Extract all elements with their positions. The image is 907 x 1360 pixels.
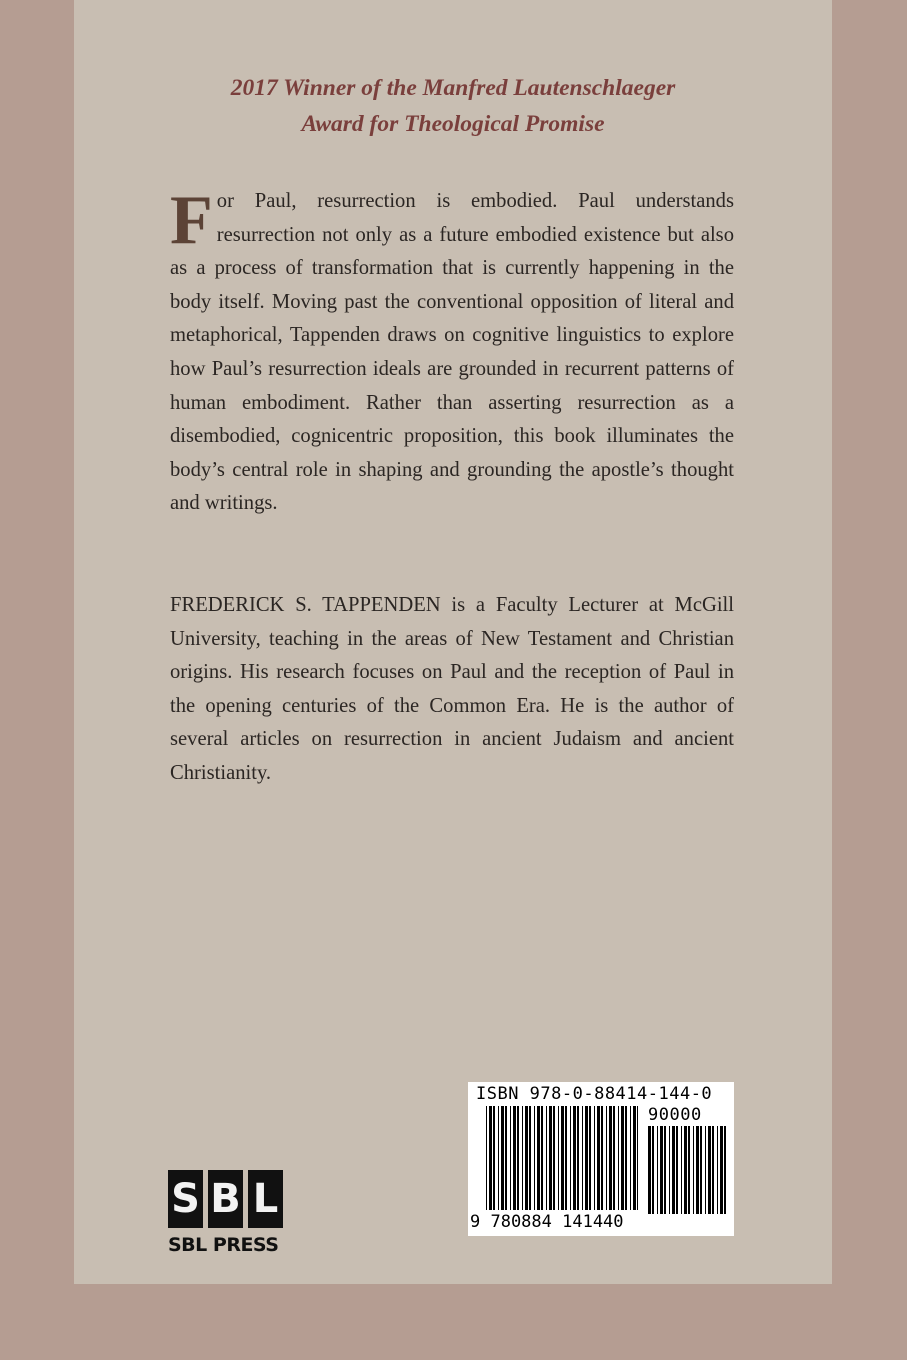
barcode-bar bbox=[648, 1126, 651, 1214]
barcode-bar bbox=[652, 1126, 654, 1214]
sbl-press-logo bbox=[168, 1170, 284, 1260]
isbn-number: ISBN 978-0-88414-144-0 bbox=[476, 1084, 713, 1104]
barcode-bar bbox=[720, 1126, 723, 1214]
barcode-bar bbox=[664, 1126, 666, 1214]
barcode-bar bbox=[577, 1106, 579, 1210]
barcode-bar bbox=[546, 1106, 547, 1210]
barcode-bar bbox=[522, 1106, 523, 1210]
barcode-bar bbox=[558, 1106, 559, 1210]
barcode-bar bbox=[657, 1126, 658, 1214]
book-description-text: or Paul, resurrection is embodied. Paul understands resurrection not only as a future embodied existence but also as a process of transformation that is currently happening in the body itself. Moving past the conventional opposition of literal and metaphorical, Tappenden draws on cognitive linguistics to explore how Paul’s resurrection ideals are grounded in recurrent patterns of human embodiment. Rather than asserting resurrection as a disembodied, cognicentric proposition, this book illuminates the body’s central role in shaping and grounding the apostle’s thought and writings. bbox=[170, 190, 734, 515]
barcode-bar bbox=[684, 1126, 687, 1214]
logo-letter-b: B bbox=[208, 1170, 243, 1228]
barcode-bar bbox=[633, 1106, 636, 1210]
barcode-bar bbox=[625, 1106, 627, 1210]
barcode-bar bbox=[498, 1106, 499, 1210]
barcode-bar bbox=[606, 1106, 607, 1210]
barcode-bar bbox=[525, 1106, 528, 1210]
barcode-bar bbox=[676, 1126, 678, 1214]
barcode-bar bbox=[510, 1106, 511, 1210]
barcode-bar bbox=[529, 1106, 531, 1210]
barcode-bar bbox=[618, 1106, 619, 1210]
barcode-bar bbox=[493, 1106, 495, 1210]
award-line-1: 2017 Winner of the Manfred Lautenschlaeger bbox=[230, 75, 676, 101]
barcode-bar bbox=[594, 1106, 595, 1210]
barcode-bar bbox=[693, 1126, 694, 1214]
barcode-bar bbox=[705, 1126, 706, 1214]
barcode-bar bbox=[501, 1106, 504, 1210]
barcode-bar bbox=[589, 1106, 591, 1210]
barcode-bar bbox=[585, 1106, 588, 1210]
barcode-bar bbox=[696, 1126, 699, 1214]
barcode-bar bbox=[513, 1106, 516, 1210]
barcode-bar bbox=[517, 1106, 519, 1210]
barcode-bar bbox=[681, 1126, 682, 1214]
barcode-bar bbox=[537, 1106, 540, 1210]
barcode-bar bbox=[621, 1106, 624, 1210]
logo-letter-s: S bbox=[168, 1170, 203, 1228]
barcode-bar bbox=[724, 1126, 726, 1214]
barcode-bar bbox=[609, 1106, 612, 1210]
barcode-bar bbox=[565, 1106, 567, 1210]
barcode-bar bbox=[553, 1106, 555, 1210]
barcode-bar bbox=[582, 1106, 583, 1210]
barcode-bar bbox=[561, 1106, 564, 1210]
barcode-bar bbox=[630, 1106, 631, 1210]
barcode-bar bbox=[489, 1106, 492, 1210]
award-heading bbox=[74, 70, 832, 142]
barcode-bar bbox=[613, 1106, 615, 1210]
addon-bars bbox=[648, 1126, 726, 1214]
award-line-2: Award for Theological Promise bbox=[301, 111, 605, 137]
barcode-bar bbox=[570, 1106, 571, 1210]
barcode-bar bbox=[637, 1106, 638, 1210]
barcode-bar bbox=[672, 1126, 675, 1214]
barcode-bar bbox=[717, 1126, 718, 1214]
barcode-bar bbox=[486, 1106, 487, 1210]
barcode-bar bbox=[505, 1106, 507, 1210]
barcode-bar bbox=[669, 1126, 670, 1214]
barcode-bar bbox=[534, 1106, 535, 1210]
barcode-bar bbox=[688, 1126, 690, 1214]
barcode-bar bbox=[660, 1126, 663, 1214]
publisher-name: SBL PRESS bbox=[168, 1234, 279, 1256]
barcode-bar bbox=[573, 1106, 576, 1210]
book-description bbox=[170, 182, 734, 521]
barcode-bar bbox=[541, 1106, 543, 1210]
ean-bars bbox=[486, 1106, 638, 1210]
back-cover-panel bbox=[74, 0, 832, 1284]
barcode-bar bbox=[712, 1126, 714, 1214]
barcode-bar bbox=[601, 1106, 603, 1210]
logo-letters bbox=[168, 1170, 284, 1228]
drop-cap: F bbox=[170, 182, 213, 259]
barcode-bar bbox=[549, 1106, 552, 1210]
isbn-barcode bbox=[468, 1082, 734, 1236]
ean-number: 9 780884 141440 bbox=[470, 1212, 624, 1232]
barcode-bar bbox=[597, 1106, 600, 1210]
barcode-bar bbox=[700, 1126, 702, 1214]
barcode-bar bbox=[708, 1126, 711, 1214]
author-bio: FREDERICK S. TAPPENDEN is a Faculty Lecturer at McGill University, teaching in the areas of New Testament and Christian origins. His research focuses on Paul and the reception of Paul in the opening centuries of the Common Era. He is the author of several articles on resurrection in ancient Judaism and ancient Christianity. bbox=[170, 594, 734, 784]
price-addon-number: 90000 bbox=[648, 1105, 702, 1125]
logo-letter-l: L bbox=[248, 1170, 283, 1228]
